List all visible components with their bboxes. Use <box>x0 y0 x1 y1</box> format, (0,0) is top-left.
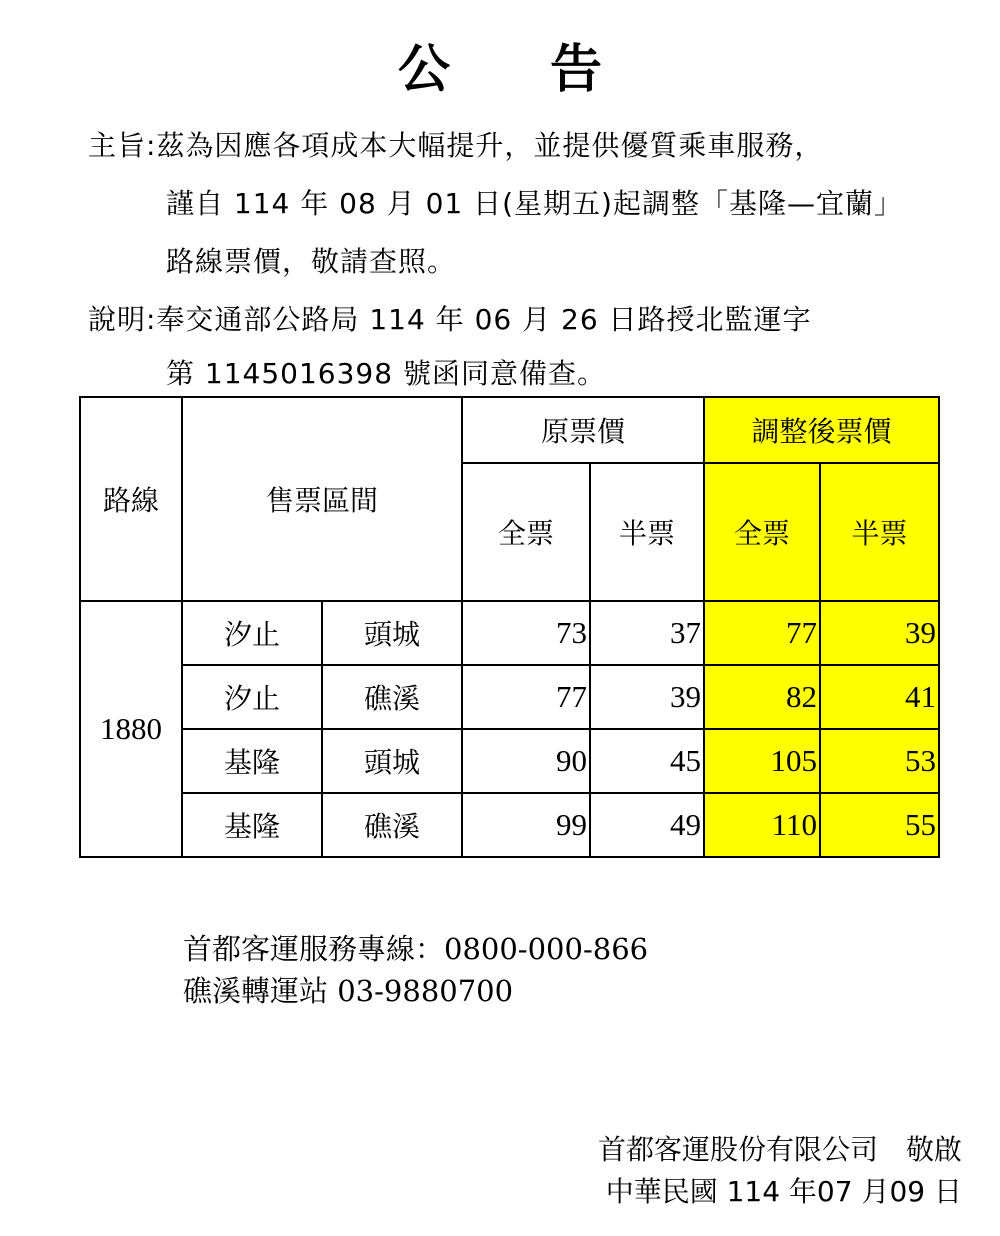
new-full-fare: 105 <box>704 729 820 793</box>
station-to: 頭城 <box>322 601 462 665</box>
orig-half-fare: 45 <box>590 729 704 793</box>
subject-line-3: 路線票價，敬請查照。 <box>166 245 457 278</box>
service-hotline: 首都客運服務專線：0800-000-866 <box>183 932 649 966</box>
table-row <box>80 601 939 665</box>
fare-table <box>79 396 940 858</box>
station-from: 汐止 <box>182 665 322 729</box>
route-number: 1880 <box>80 601 182 857</box>
header-adjusted-fare: 調整後票價 <box>704 397 939 463</box>
header-orig-full: 全票 <box>462 463 590 601</box>
header-new-full: 全票 <box>704 463 820 601</box>
orig-half-fare: 37 <box>590 601 704 665</box>
explain-line-2: 第 1145016398 號函同意備查。 <box>166 357 606 390</box>
new-half-fare: 53 <box>820 729 939 793</box>
header-orig-half: 半票 <box>590 463 704 601</box>
station-from: 汐止 <box>182 601 322 665</box>
new-half-fare: 39 <box>820 601 939 665</box>
station-phone: 礁溪轉運站 03-9880700 <box>183 974 514 1008</box>
orig-full-fare: 99 <box>462 793 590 857</box>
subject-line-1: 主旨:茲為因應各項成本大幅提升，並提供優質乘車服務， <box>88 129 824 162</box>
explain-line-1: 說明:奉交通部公路局 114 年 06 月 26 日路授北監運字 <box>88 303 812 336</box>
orig-full-fare: 73 <box>462 601 590 665</box>
company-signature: 首都客運股份有限公司 敬啟 <box>597 1133 962 1166</box>
header-section: 售票區間 <box>182 397 462 601</box>
table-row <box>80 793 939 857</box>
header-route: 路線 <box>80 397 182 601</box>
header-new-half: 半票 <box>820 463 939 601</box>
table-row <box>80 665 939 729</box>
station-to: 頭城 <box>322 729 462 793</box>
new-full-fare: 77 <box>704 601 820 665</box>
header-original-fare: 原票價 <box>462 397 704 463</box>
station-to: 礁溪 <box>322 665 462 729</box>
station-from: 基隆 <box>182 793 322 857</box>
orig-full-fare: 90 <box>462 729 590 793</box>
new-full-fare: 110 <box>704 793 820 857</box>
notice-date: 中華民國 114 年07 月09 日 <box>605 1175 962 1208</box>
new-full-fare: 82 <box>704 665 820 729</box>
notice-title: 公告 <box>397 40 702 100</box>
subject-line-2: 謹自 114 年 08 月 01 日(星期五)起調整「基隆—宜蘭」 <box>166 187 903 220</box>
new-half-fare: 41 <box>820 665 939 729</box>
orig-half-fare: 49 <box>590 793 704 857</box>
station-to: 礁溪 <box>322 793 462 857</box>
new-half-fare: 55 <box>820 793 939 857</box>
orig-full-fare: 77 <box>462 665 590 729</box>
station-from: 基隆 <box>182 729 322 793</box>
table-row <box>80 729 939 793</box>
orig-half-fare: 39 <box>590 665 704 729</box>
